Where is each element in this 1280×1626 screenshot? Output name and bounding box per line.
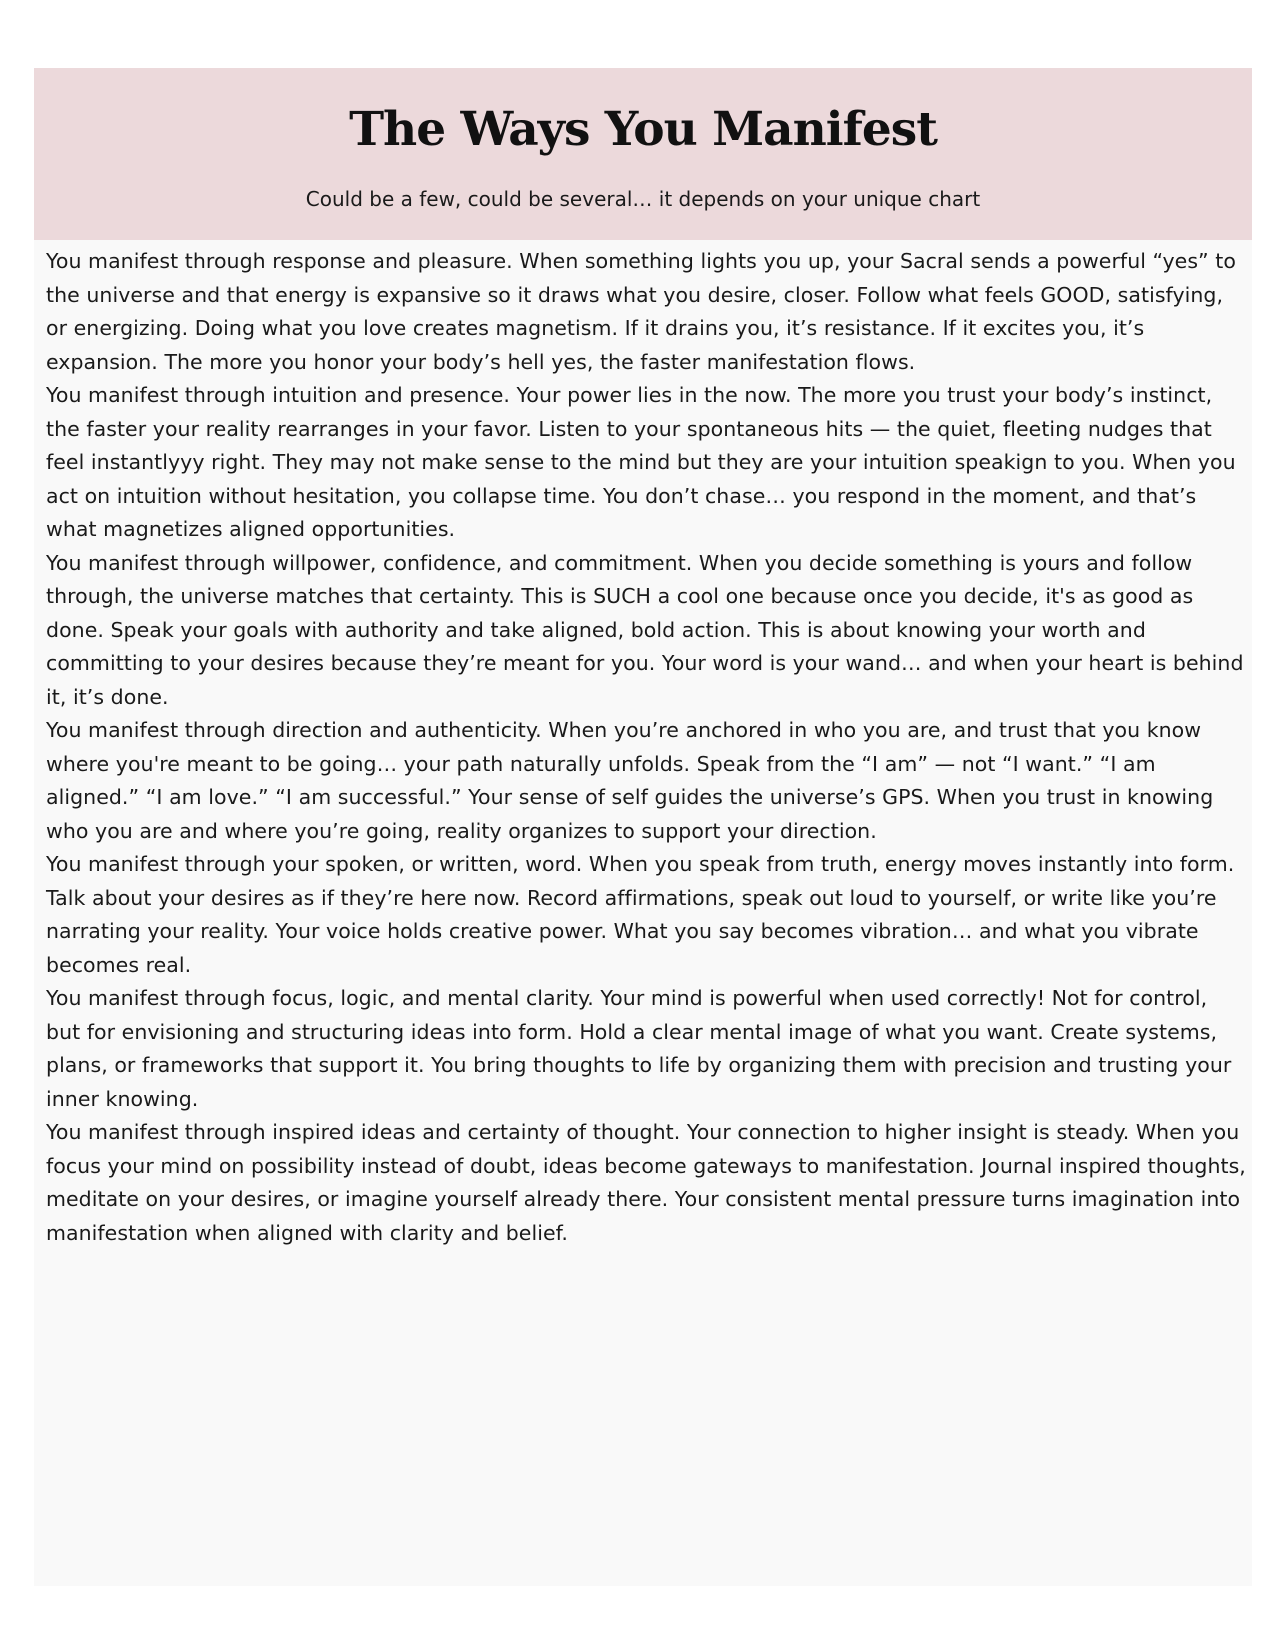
paragraph-direction: You manifest through direction and authenticity. When you’re anchored in who you are, and trust that you know where you're meant to be going… your path naturally unfolds. Speak from the “I am” — not “I want.” “I am aligned.” “I am love.” “I am successful.” Your sense of self guides the universe’s GPS. When you trust in knowing who you are and where you’re going, reality organizes to support your direction. — [46, 718, 1214, 843]
paragraph-intuition: You manifest through intuition and presence. Your power lies in the now. The more you trust your body’s instinct, the faster your reality rearranges in your favor. Listen to your spontaneous hits — the quiet, fleeting nudges that feel instantlyyy right. They may not make sense to the mind but they are your intuition speakign to you. When you act on intuition without hesitation, you collapse time. You don’t chase… you respond in the moment, and that’s what magnetizes aligned opportunities. — [46, 383, 1236, 541]
paragraph-mental-clarity: You manifest through focus, logic, and mental clarity. Your mind is powerful when used correctly! Not for control, but for envisioning and structuring ideas into form. Hold a clear mental image of what you want. Create systems, plans, or frameworks that support it. You bring thoughts to life by organizing them with precision and trusting your inner knowing. — [46, 986, 1232, 1111]
content-body — [46, 245, 1246, 1250]
paragraph-inspired-ideas: You manifest through inspired ideas and certainty of thought. Your connection to higher insight is steady. When you focus your mind on possibility instead of doubt, ideas become gateways to manifestation. Journal inspired thoughts, meditate on your desires, or imagine yourself already there. Your consistent mental pressure turns imagination into manifestation when aligned with clarity and belief. — [46, 1120, 1246, 1245]
page-card — [34, 68, 1252, 1586]
paragraph-willpower: You manifest through willpower, confidence, and commitment. When you decide something is yours and follow through, the universe matches that certainty. This is SUCH a cool one because once you decide, it's as good as done. Speak your goals with authority and take aligned, bold action. This is about knowing your worth and committing to your desires because they’re meant for you. Your word is your wand… and when your heart is behind it, it’s done. — [46, 550, 1244, 709]
page-title: The Ways You Manifest — [349, 102, 937, 157]
page-subtitle: Could be a few, could be several… it depends on your unique chart — [305, 187, 981, 211]
header-band — [34, 68, 1252, 240]
paragraph-spoken-word: You manifest through your spoken, or written, word. When you speak from truth, energy moves instantly into form. Talk about your desires as if they’re here now. Record affirmations, speak out loud to yourself, or write like you’re narrating your reality. Your voice holds creative power. What you say becomes vibration… and what you vibrate becomes real. — [46, 852, 1235, 977]
paragraph-response: You manifest through response and pleasure. When something lights you up, your Sacral sends a powerful “yes” to the universe and that energy is expansive so it draws what you desire, closer. Follow what feels GOOD, satisfying, or energizing. Doing what you love creates magnetism. If it drains you, it’s resistance. If it excites you, it’s expansion. The more you honor your body’s hell yes, the faster manifestation flows. — [46, 249, 1236, 374]
